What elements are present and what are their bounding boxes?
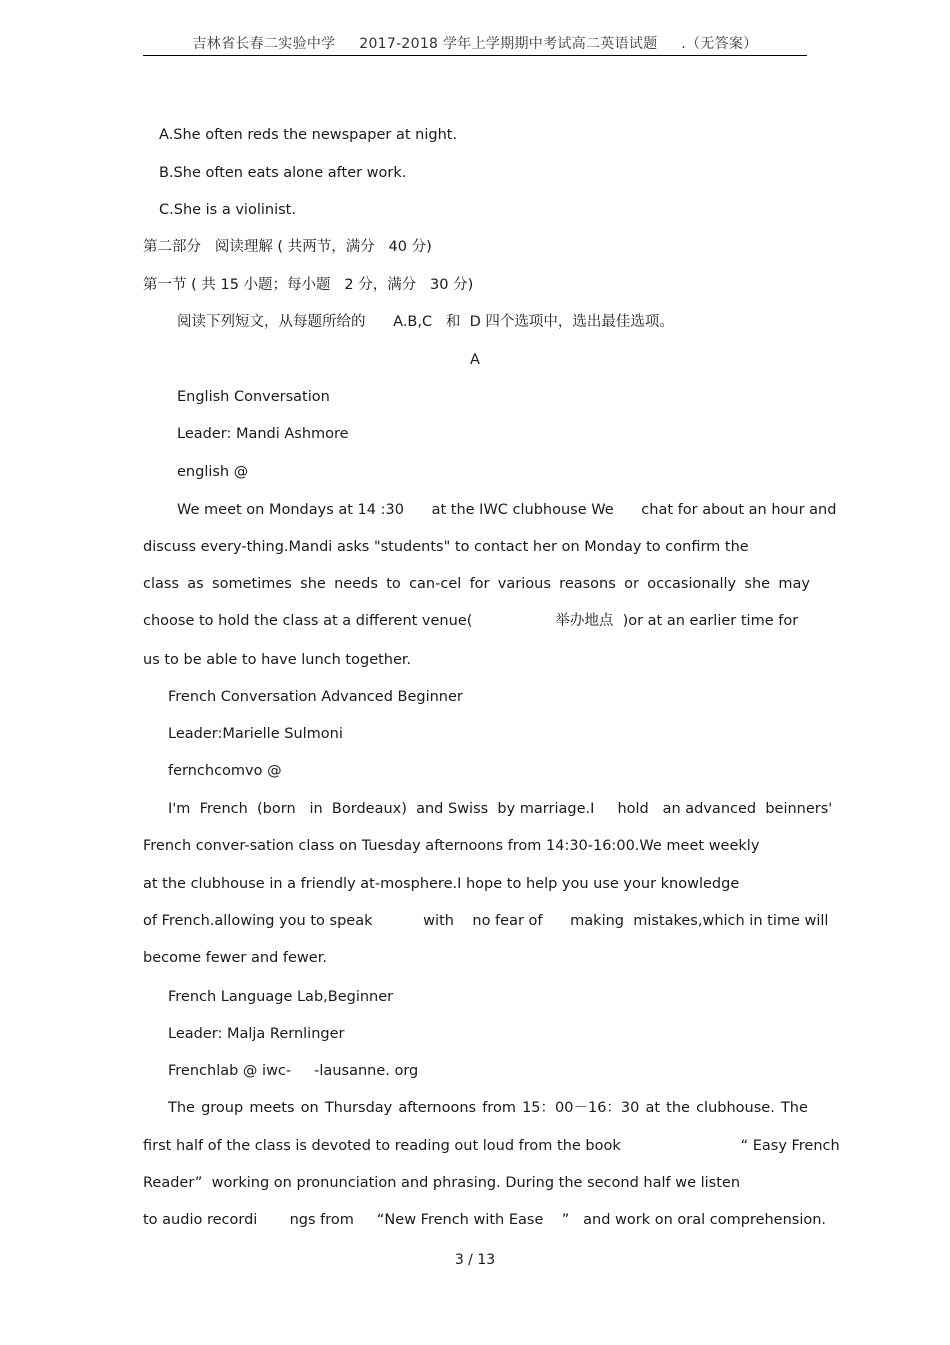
word: can-cel (409, 576, 462, 592)
word: she (300, 576, 326, 592)
club2-para-line2: French conver-sation class on Tuesday afternoons from 14:30-16:00.We meet weekly (143, 838, 760, 854)
word: she (744, 576, 771, 592)
word: Thursday (324, 1100, 393, 1116)
club3-para-line3: Reader” working on pronunciation and phrasing. During the second half we listen (143, 1175, 741, 1191)
word: The (780, 1100, 808, 1116)
club1-leader: Leader: Mandi Ashmore (177, 426, 349, 442)
word: needs (334, 576, 378, 592)
section-sub-heading: 第一节 ( 共 15 小题；每小题 2 分，满分 30 分) (143, 277, 474, 293)
club1-email: english @ (177, 464, 249, 480)
word: at (645, 1100, 661, 1116)
word: group (201, 1100, 244, 1116)
club2-email: fernchcomvo @ (168, 763, 282, 779)
club1-para-line5: us to be able to have lunch together. (143, 652, 412, 668)
page-number: 3 / 13 (454, 1252, 496, 1268)
club2-title: French Conversation Advanced Beginner (168, 689, 463, 705)
club3-title: French Language Lab,Beginner (168, 989, 394, 1005)
option-b: B.She often eats alone after work. (159, 165, 407, 181)
word: as (187, 576, 204, 592)
club3-leader: Leader: Malja Rernlinger (168, 1026, 345, 1042)
word: The (168, 1100, 195, 1116)
club1-title: English Conversation (177, 389, 330, 405)
word: for (469, 576, 490, 592)
word: reasons (559, 576, 616, 592)
word: occasionally (647, 576, 737, 592)
word: the (666, 1100, 690, 1116)
section-part-heading: 第二部分 阅读理解 ( 共两节，满分 40 分) (143, 239, 432, 255)
word: or (624, 576, 639, 592)
club2-para-line3: at the clubhouse in a friendly at-mosphere.I hope to help you use your knowledge (143, 876, 740, 892)
word: from (482, 1100, 516, 1116)
club1-para-line1: We meet on Mondays at 14 :30 at the IWC clubhouse We chat for about an hour and (177, 502, 837, 518)
page-header: 吉林省长春二实验中学 2017-2018 学年上学期期中考试高二英语试题 .（无答案） (192, 36, 758, 52)
club3-email: Frenchlab @ iwc- -lausanne. org (168, 1063, 419, 1079)
word: on (300, 1100, 319, 1116)
header-rule (143, 55, 807, 56)
club1-para-line2: discuss every-thing.Mandi asks "students" to contact her on Monday to confirm the (143, 539, 749, 555)
option-c: C.She is a violinist. (159, 202, 296, 218)
word: sometimes (212, 576, 292, 592)
club1-para-line4: choose to hold the class at a different venue( 举办地点 )or at an earlier time for (143, 613, 799, 629)
word: 15：00－16：30 (522, 1100, 640, 1116)
word: various (497, 576, 551, 592)
section-instruction: 阅读下列短文，从每题所给的 A.B,C 和 D 四个选项中，选出最佳选项。 (177, 314, 674, 330)
word: to (386, 576, 401, 592)
club1-para-line3 (143, 575, 810, 593)
word: afternoons (398, 1100, 477, 1116)
option-a: A.She often reds the newspaper at night. (159, 127, 458, 143)
word: may (778, 576, 810, 592)
club2-para-line5: become fewer and fewer. (143, 950, 327, 966)
club3-para-line1 (168, 1099, 808, 1117)
word: meets (249, 1100, 295, 1116)
club2-para-line1: I'm French (born in Bordeaux) and Swiss by marriage.I hold an advanced beinners' (168, 801, 833, 817)
club3-para-line2: first half of the class is devoted to reading out loud from the book “ Easy French (143, 1138, 840, 1154)
passage-letter: A (470, 352, 480, 368)
club2-leader: Leader:Marielle Sulmoni (168, 726, 343, 742)
club2-para-line4: of French.allowing you to speak with no fear of making mistakes,which in time will (143, 913, 829, 929)
word: class (143, 576, 179, 592)
word: clubhouse. (696, 1100, 775, 1116)
club3-para-line4: to audio recordi ngs from “New French with Ease ” and work on oral comprehension. (143, 1212, 827, 1228)
